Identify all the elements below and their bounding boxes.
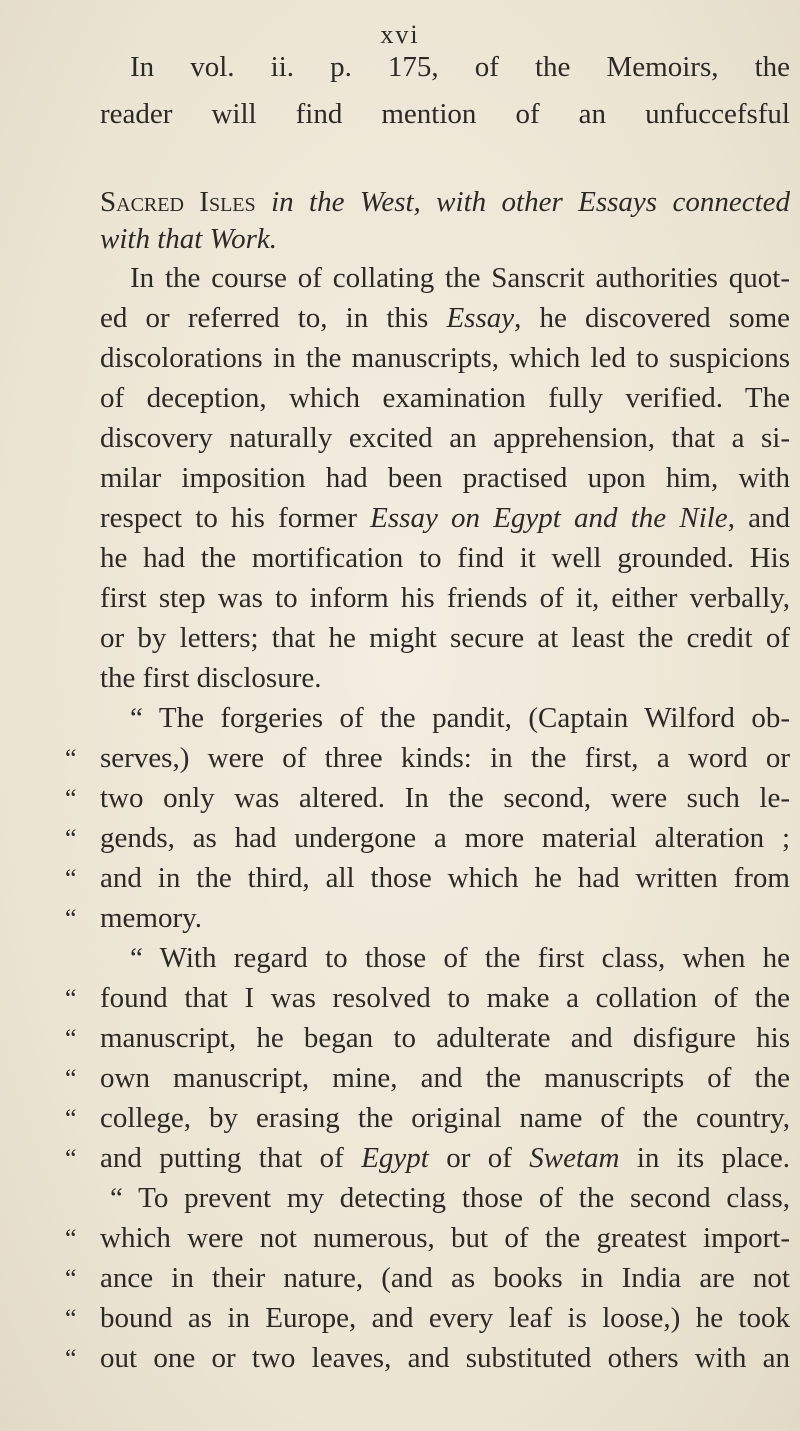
quote-mark: “ (65, 1344, 77, 1373)
text-line: bound as in Europe, and every leaf is loose,) he took (100, 1302, 790, 1334)
quote-mark: “ (65, 1224, 77, 1253)
quote-mark: “ (65, 1144, 77, 1173)
text-line: and in the third, all those which he had written from (100, 862, 790, 894)
text-line: milar imposition had been practised upon him, with (100, 462, 790, 494)
quote-mark: “ (65, 904, 77, 933)
quote-mark: “ (65, 824, 77, 853)
text-line: discovery naturally excited an apprehension, that a si- (100, 422, 790, 454)
text-line: with that Work. (100, 223, 277, 255)
text-line: or by letters; that he might secure at least the credit of (100, 622, 790, 654)
text-line: respect to his former Essay on Egypt and the Nile, and (100, 502, 790, 534)
text-line: found that I was resolved to make a collation of the (100, 982, 790, 1014)
text-line: and putting that of Egypt or of Swetam in its place. (100, 1142, 790, 1174)
text-line: In the course of collating the Sanscrit authorities quot- (130, 262, 790, 294)
text-line: manuscript, he began to adulterate and disfigure his (100, 1022, 790, 1054)
text-line: the first disclosure. (100, 662, 322, 694)
quote-mark: “ (65, 744, 77, 773)
text-line: college, by erasing the original name of the country, (100, 1102, 790, 1134)
quote-mark: “ (65, 984, 77, 1013)
text-line: out one or two leaves, and substituted others with an (100, 1342, 790, 1374)
text-line: gends, as had undergone a more material alteration ; (100, 822, 790, 854)
text-line: “ To prevent my detecting those of the second class, (110, 1182, 790, 1214)
text-line: he had the mortification to find it well grounded. His (100, 542, 790, 574)
text-line: own manuscript, mine, and the manuscripts of the (100, 1062, 790, 1094)
text-line: In vol. ii. p. 175, of the Memoirs, the (130, 51, 790, 83)
quote-mark: “ (65, 1104, 77, 1133)
text-line: serves,) were of three kinds: in the first, a word or (100, 742, 790, 774)
text-line: Sacred Isles in the West, with other Essays connected (100, 186, 791, 218)
quote-mark: “ (65, 1304, 77, 1333)
quote-mark: “ (65, 1264, 77, 1293)
text-line: ed or referred to, in this Essay, he discovered some (100, 302, 791, 334)
text-line: two only was altered. In the second, were such le- (100, 782, 790, 814)
quote-mark: “ (65, 1064, 77, 1093)
text-line: of deception, which examination fully verified. The (100, 382, 790, 414)
text-line: “ The forgeries of the pandit, (Captain Wilford ob- (130, 702, 790, 734)
text-line: reader will find mention of an unfuccefsful (100, 98, 790, 130)
text-line: first step was to inform his friends of it, either verbally, (100, 582, 790, 614)
page-number: xvi (380, 20, 420, 49)
quote-mark: “ (65, 1024, 77, 1053)
text-line: memory. (100, 902, 203, 934)
quote-mark: “ (65, 864, 77, 893)
text-line: “ With regard to those of the first class, when he (130, 942, 790, 974)
text-line: which were not numerous, but of the greatest import- (100, 1222, 790, 1254)
quote-mark: “ (65, 784, 77, 813)
text-line: discolorations in the manuscripts, which led to suspicions (100, 342, 790, 374)
text-line: ance in their nature, (and as books in India are not (100, 1262, 790, 1294)
